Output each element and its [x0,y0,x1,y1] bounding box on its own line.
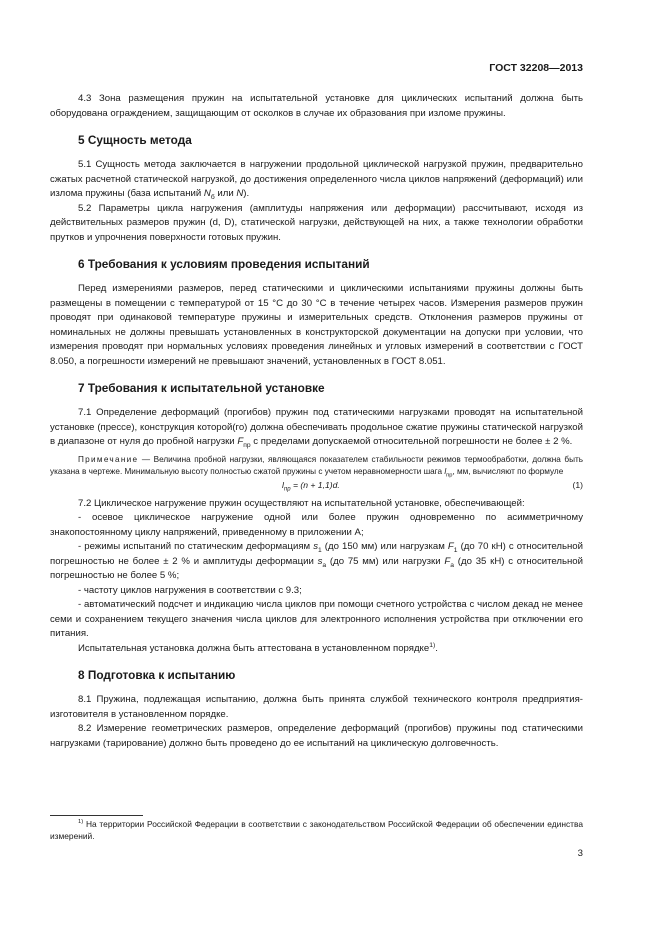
note-7-1: Примечание — Величина пробной нагрузки, являющаяся показателем стабильности режимов термообработки, должна быть указана в чертеже. Минимальную высоту полностью сжатой пружины с учетом неравномерности шага $l_{пр}$, мм, вычисляют по формуле [50,454,583,479]
footnote: $^{1)}$ На территории Российской Федерации в соответствии с законодательством Российской Федерации об обеспечении единства измерений. [50,819,583,841]
paragraph-7-2: 7.2 Циклическое нагружение пружин осуществляют на испытательной установке, обеспечивающей: [78,497,525,509]
paragraph-5-2: 5.2 Параметры цикла нагружения (амплитуды напряжения или деформации) рассчитывают, исходя из действительных размеров пружин (d, D), статической нагрузки, действующей на них, а также технологии обработки прутков и упрочнения поверхности готовых пружин. [50,202,583,243]
document-body [50,92,583,751]
paragraph-4-3: 4.3 Зона размещения пружин на испытательной установке для циклических испытаний должна быть оборудована ограждением, защищающим от осколков в случае их образования при изломе пружины. [50,93,583,119]
paragraph-8-2: 8.2 Измерение геометрических размеров, определение деформаций (прогибов) пружины под статическими нагрузками (тарирование) должно быть проведено до ее испытаний на циклическую долговечность. [50,723,583,749]
paragraph-5-1: 5.1 Сущность метода заключается в нагружении продольной циклической нагрузкой пружин, предварительно сжатых расчетной статической нагрузкой, до достижения определенного числа циклов напряжений (деформаций) или излома пружины (база испытаний $N_б$ или N). [50,159,583,201]
formula-number: (1) [572,479,583,490]
paragraph-8-1: 8.1 Пружина, подлежащая испытанию, должна быть принята службой технического контроля предприятия-изготовителя в установленном порядке. [50,694,583,720]
formula-1: $l_{пр} = (n + 1,1)d$. (1) [282,479,583,493]
list-item: - автоматический подсчет и индикацию числа циклов при помощи счетного устройства с числом декад не менее семи и сохранением текущего значения числа циклов для электронного исполнения устройства при отключении его питания. [50,599,583,639]
list-item: - частоту циклов нагружения в соответствии с 9.3; [78,584,302,596]
footnote-divider [50,815,143,816]
section-8-title: 8 Подготовка к испытанию [78,668,236,682]
page-number: 3 [577,848,583,859]
paragraph-6: Перед измерениями размеров, перед статическими и циклическими испытаниями пружины должны быть размещены в помещении с температурой от 15 °С до 30 °С в течение четырех часов. Измерения размеров пружин проводят при одинаковой температуре пружины и измерительных средств. Отклонения размеров пружины от номинальных не должны превышать установленных в конструкторской документации на допуски при условии, что измерения проводят при нормальных условиях проведения линейных и угловых измерений в соответствии с ГОСТ 8.050, а погрешности измерений не превышают значений, установленных в ГОСТ 8.051. [50,283,583,367]
paragraph-7-3: Испытательная установка должна быть аттестована в установленном порядке$^{1)}$. [78,641,438,654]
paragraph-7-1: 7.1 Определение деформаций (прогибов) пружин под статическими нагрузками проводят на испытательной установке (прессе), конструкция которой(го) должна обеспечивать продольное сжатие пружины статической нагрузкой в диапазоне от нуля до пробной нагрузки $F_{пр}$ с пределами допускаемой относительной погрешности не более ± 2 %. [50,407,583,449]
list-item: - режимы испытаний по статическим деформациям $s_1$ (до 150 мм) или нагрузкам $F_1$ (до 70 кН) с относительной погрешностью не более ± 2 % и амплитуды деформации $s_а$ (до 75 мм) или нагрузки $F_а$ (до 35 кН) с относительной погрешностью не более 5 %; [50,541,583,581]
section-6-title: 6 Требования к условиям проведения испытаний [78,257,370,271]
list-item: - осевое циклическое нагружение одной или более пружин одновременно по асимметричному знакопостоянному циклу напряжений, приведенному в приложении А; [50,512,583,538]
document-header: ГОСТ 32208—2013 [489,62,583,74]
section-5-title: 5 Сущность метода [78,133,192,147]
section-7-title: 7 Требования к испытательной установке [78,381,325,395]
